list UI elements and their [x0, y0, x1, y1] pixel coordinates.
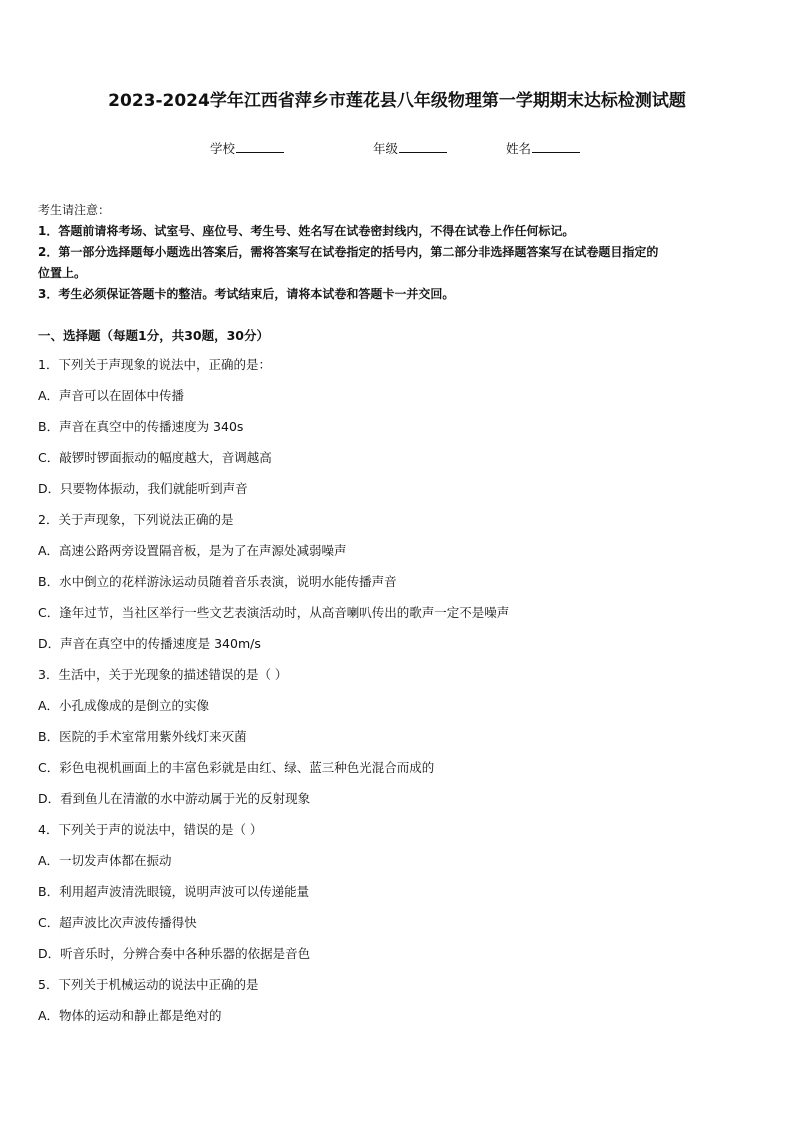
- option-line: B．水中倒立的花样游泳运动员随着音乐表演，说明水能传播声音: [38, 574, 397, 589]
- school-label: 学校: [210, 141, 236, 156]
- option-line: B．利用超声波清洗眼镜，说明声波可以传递能量: [38, 884, 310, 899]
- option-line: A．物体的运动和静止都是绝对的: [38, 1008, 222, 1023]
- grade-field: [373, 139, 447, 157]
- notice-item-3: 3．考生必须保证答题卡的整洁。考试结束后，请将本试卷和答题卡一并交回。: [38, 287, 455, 301]
- question-line: 2．关于声现象，下列说法正确的是: [38, 512, 234, 527]
- question-line: 5．下列关于机械运动的说法中正确的是: [38, 977, 259, 992]
- option-line: C．超声波比次声波传播得快: [38, 915, 197, 930]
- option-line: A．高速公路两旁设置隔音板，是为了在声源处减弱噪声: [38, 543, 347, 558]
- option-line: A．一切发声体都在振动: [38, 853, 172, 868]
- question-line: 3．生活中，关于光现象的描述错误的是（ ）: [38, 667, 288, 682]
- option-line: C．敲锣时锣面振动的幅度越大，音调越高: [38, 450, 272, 465]
- option-line: A．小孔成像成的是倒立的实像: [38, 698, 210, 713]
- name-field: [506, 139, 580, 157]
- notice-block: [38, 200, 768, 305]
- option-line: B．医院的手术室常用紫外线灯来灭菌: [38, 729, 247, 744]
- question-line: 1．下列关于声现象的说法中，正确的是：: [38, 357, 271, 372]
- option-line: B．声音在真空中的传播速度为 340s: [38, 419, 244, 434]
- name-blank: [532, 140, 580, 153]
- option-line: D．只要物体振动，我们就能听到声音: [38, 481, 248, 496]
- grade-label: 年级: [373, 141, 399, 156]
- school-blank: [236, 140, 284, 153]
- notice-item-2: 2．第一部分选择题每小题选出答案后，需将答案写在试卷指定的括号内，第二部分非选择题答案写在试卷题目指定的: [38, 245, 659, 259]
- option-line: C．彩色电视机画面上的丰富色彩就是由红、绿、蓝三种色光混合而成的: [38, 760, 435, 775]
- grade-blank: [399, 140, 447, 153]
- section-heading: 一、选择题（每题1分，共30题，30分）: [38, 328, 269, 343]
- school-field: [210, 139, 284, 157]
- page-title: 2023-2024学年江西省萍乡市莲花县八年级物理第一学期期末达标检测试题: [108, 91, 686, 111]
- option-line: D．看到鱼儿在清澈的水中游动属于光的反射现象: [38, 791, 311, 806]
- notice-heading: 考生请注意：: [38, 203, 111, 217]
- question-line: 4．下列关于声的说法中，错误的是（ ）: [38, 822, 263, 837]
- notice-item-1: 1．答题前请将考场、试室号、座位号、考生号、姓名写在试卷密封线内，不得在试卷上作任何标记。: [38, 224, 575, 238]
- option-line: A．声音可以在固体中传播: [38, 388, 185, 403]
- option-line: D．听音乐时，分辨合奏中各种乐器的依据是音色: [38, 946, 311, 961]
- option-line: C．逢年过节，当社区举行一些文艺表演活动时，从高音喇叭传出的歌声一定不是噪声: [38, 605, 510, 620]
- option-line: D．声音在真空中的传播速度是 340m/s: [38, 636, 261, 651]
- name-label: 姓名: [506, 141, 532, 156]
- notice-item-2-cont: 位置上。: [38, 266, 87, 280]
